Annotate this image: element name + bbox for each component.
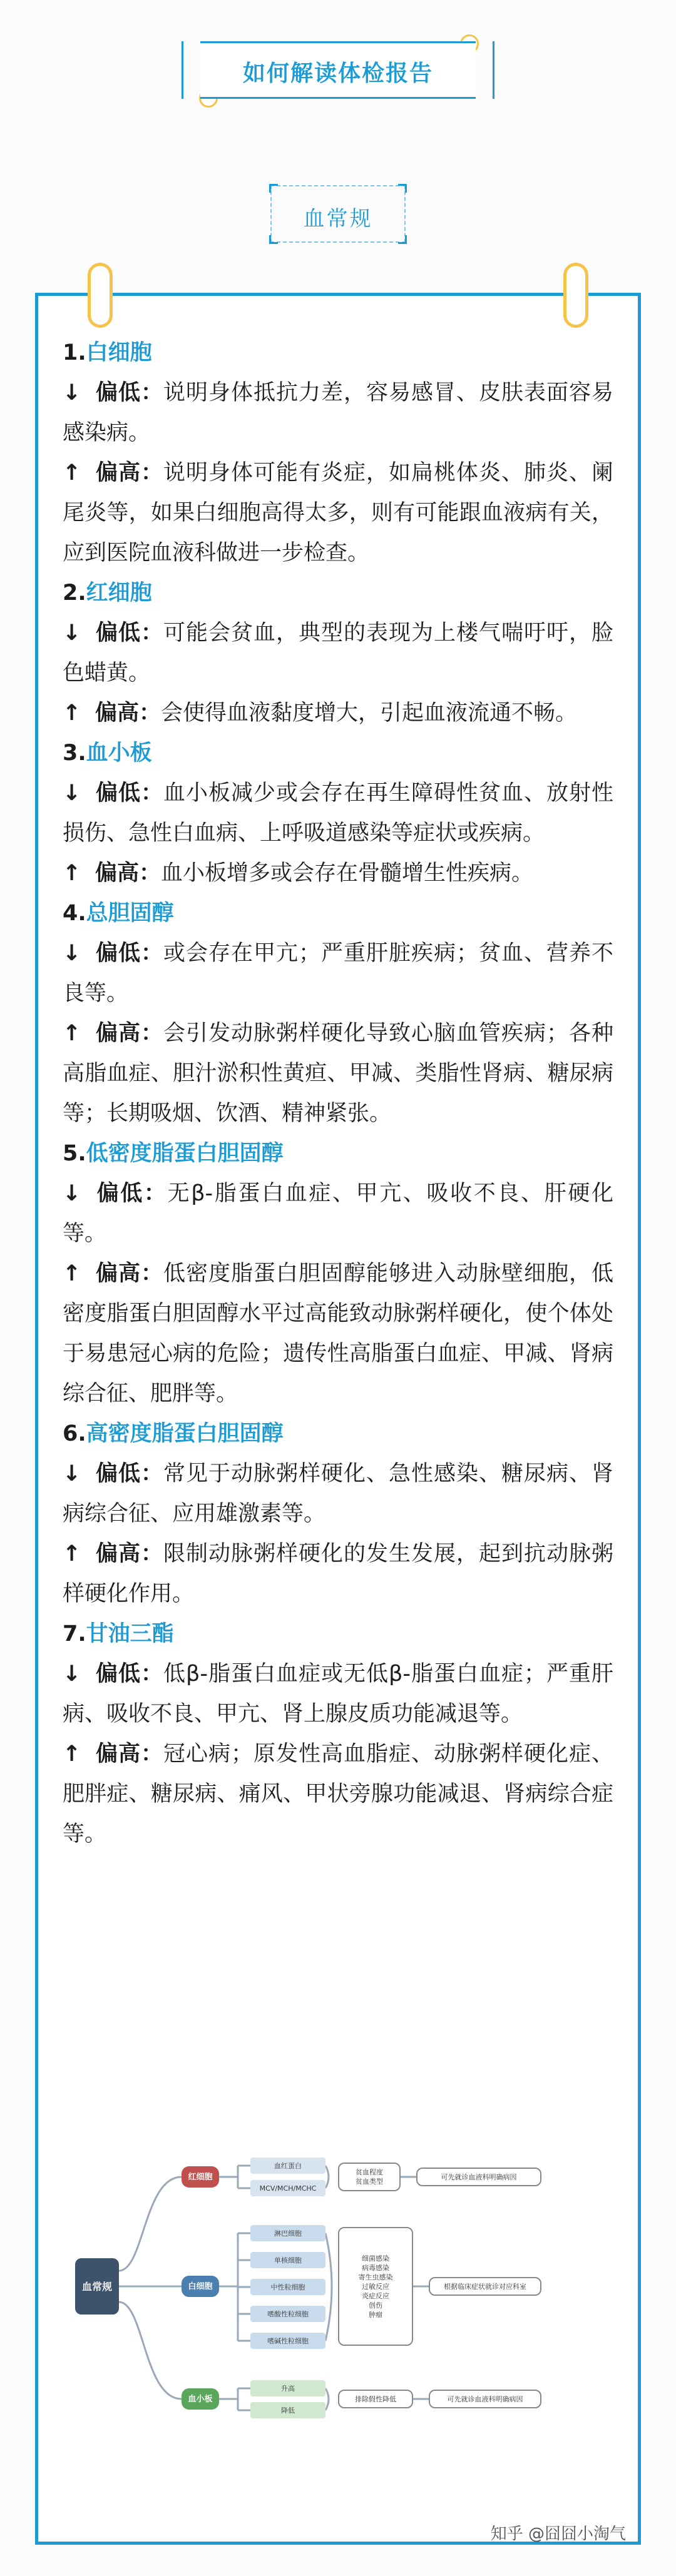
diagram-note: 细菌感染 病毒感染 寄生虫感染 过敏反应 炎症反应 创伤 肿瘤 xyxy=(338,2227,413,2346)
diagram-note: 贫血程度 贫血类型 xyxy=(338,2163,401,2191)
item-high-description xyxy=(63,853,613,893)
title-banner xyxy=(200,41,476,99)
item-low-description xyxy=(63,1454,613,1534)
diagram-leaf: MCV/MCH/MCHC xyxy=(250,2180,325,2196)
item-name: 红细胞 xyxy=(86,581,152,606)
watermark: 知乎 @囧囧小淘气 xyxy=(490,2525,626,2543)
binder-ring-right xyxy=(563,263,588,328)
low-label: 偏低： xyxy=(95,621,163,646)
item-heading xyxy=(63,1133,613,1174)
diagram-leaf: 升高 xyxy=(250,2380,325,2396)
item-number: 1. xyxy=(63,340,86,365)
item-number: 3. xyxy=(63,741,86,766)
item-high-description xyxy=(63,1254,613,1414)
item-number: 6. xyxy=(63,1421,86,1446)
item-low-description xyxy=(63,1654,613,1734)
arrow-down-icon: ↓ xyxy=(63,941,81,966)
high-text: 限制动脉粥样硬化的发生发展，起到抗动脉粥样硬化作用。 xyxy=(63,1541,613,1606)
item-high-description xyxy=(63,693,613,733)
diagram-leaf: 血红蛋白 xyxy=(250,2158,325,2174)
arrow-up-icon: ↑ xyxy=(63,460,81,485)
low-label: 偏低： xyxy=(95,380,163,405)
high-text: 血小板增多或会存在骨髓增生性疾病。 xyxy=(161,861,534,886)
item-heading xyxy=(63,333,613,373)
item-number: 5. xyxy=(63,1141,86,1166)
arrow-up-icon: ↑ xyxy=(63,1021,81,1046)
low-label: 偏低： xyxy=(95,941,163,966)
diagram-leaf: 嗜碱性粒细胞 xyxy=(250,2333,325,2349)
item-heading xyxy=(63,733,613,773)
item-high-description xyxy=(63,1734,613,1854)
low-text: 说明身体抵抗力差，容易感冒、皮肤表面容易感染病。 xyxy=(63,380,613,445)
section-label-box xyxy=(270,185,406,243)
high-label: 偏高： xyxy=(95,861,161,886)
low-label: 偏低： xyxy=(95,1181,168,1206)
item-heading xyxy=(63,893,613,933)
item-low-description xyxy=(63,613,613,693)
high-label: 偏高： xyxy=(95,1742,163,1767)
arrow-down-icon: ↓ xyxy=(63,621,81,646)
arrow-down-icon: ↓ xyxy=(63,781,81,806)
arrow-up-icon: ↑ xyxy=(63,1541,81,1566)
item-name: 低密度脂蛋白胆固醇 xyxy=(86,1141,284,1166)
item-low-description xyxy=(63,1174,613,1254)
high-label: 偏高： xyxy=(95,1261,163,1286)
low-text: 无β-脂蛋白血症、甲亢、吸收不良、肝硬化等。 xyxy=(63,1181,613,1246)
item-name: 血小板 xyxy=(86,741,152,766)
low-text: 血小板减少或会存在再生障碍性贫血、放射性损伤、急性白血病、上呼吸道感染等症状或疾病。 xyxy=(63,781,613,846)
arrow-down-icon: ↓ xyxy=(63,1661,81,1686)
low-label: 偏低： xyxy=(95,781,163,806)
diagram-node-plt: 血小板 xyxy=(182,2388,219,2410)
low-text: 可能会贫血，典型的表现为上楼气喘吁吁，脸色蜡黄。 xyxy=(63,621,613,686)
page-title: 如何解读体检报告 xyxy=(242,61,433,86)
arrow-down-icon: ↓ xyxy=(63,380,81,405)
diagram-leaf: 单核细胞 xyxy=(250,2252,325,2268)
diagram-node-rbc: 红细胞 xyxy=(182,2166,219,2188)
low-label: 偏低： xyxy=(95,1661,164,1686)
high-text: 会使得血液黏度增大，引起血液流通不畅。 xyxy=(161,701,578,726)
diagram-root: 血常规 xyxy=(75,2258,119,2315)
diagram-result: 可先就诊血液科明确病因 xyxy=(429,2390,541,2408)
item-heading xyxy=(63,1614,613,1654)
arrow-down-icon: ↓ xyxy=(63,1181,81,1206)
high-label: 偏高： xyxy=(95,701,161,726)
low-text: 或会存在甲亢；严重肝脏疾病；贫血、营养不良等。 xyxy=(63,941,613,1006)
section-title: 血常规 xyxy=(303,206,373,231)
item-high-description xyxy=(63,1534,613,1614)
arrow-up-icon: ↑ xyxy=(63,1742,81,1767)
item-low-description xyxy=(63,373,613,453)
high-text: 说明身体可能有炎症，如扁桃体炎、肺炎、阑尾炎等，如果白细胞高得太多，则有可能跟血液病有关，应到医院血液科做进一步检查。 xyxy=(63,460,613,565)
diagram-result: 可先就诊血液科明确病因 xyxy=(416,2168,541,2186)
item-high-description xyxy=(63,453,613,573)
item-number: 2. xyxy=(63,581,86,606)
diagram-leaf: 嗜酸性粒细胞 xyxy=(250,2306,325,2322)
diagram-node-wbc: 白细胞 xyxy=(182,2276,219,2297)
diagram-leaf: 降低 xyxy=(250,2402,325,2418)
diagram-note: 排除假性降低 xyxy=(338,2390,413,2408)
low-label: 偏低： xyxy=(95,1461,163,1486)
low-text: 低β-脂蛋白血症或无低β-脂蛋白血症；严重肝病、吸收不良、甲亢、肾上腺皮质功能减退等。 xyxy=(63,1661,613,1727)
high-text: 低密度脂蛋白胆固醇能够进入动脉壁细胞，低密度脂蛋白胆固醇水平过高能致动脉粥样硬化，使个体处于易患冠心病的危险；遗传性高脂蛋白血症、甲减、肾病综合征、肥胖等。 xyxy=(63,1261,613,1406)
item-high-description xyxy=(63,1013,613,1133)
high-label: 偏高： xyxy=(95,460,163,485)
item-low-description xyxy=(63,773,613,853)
high-text: 会引发动脉粥样硬化导致心脑血管疾病；各种高脂血症、胆汁淤积性黄疸、甲减、类脂性肾病、糖尿病等；长期吸烟、饮酒、精神紧张。 xyxy=(63,1021,613,1126)
high-label: 偏高： xyxy=(95,1541,163,1566)
item-name: 甘油三酯 xyxy=(86,1621,174,1646)
item-list xyxy=(63,333,613,1854)
item-heading xyxy=(63,1414,613,1454)
diagram-leaf: 淋巴细胞 xyxy=(250,2225,325,2241)
arrow-up-icon: ↑ xyxy=(63,1261,81,1286)
blood-routine-diagram xyxy=(75,2146,601,2440)
arrow-up-icon: ↑ xyxy=(63,701,81,726)
item-name: 总胆固醇 xyxy=(86,901,174,926)
item-number: 4. xyxy=(63,901,86,926)
arrow-down-icon: ↓ xyxy=(63,1461,81,1486)
high-text: 冠心病；原发性高血脂症、动脉粥样硬化症、肥胖症、糖尿病、痛风、甲状旁腺功能减退、肾病综合症等。 xyxy=(63,1742,613,1847)
diagram-result: 根据临床症状就诊对应科室 xyxy=(429,2277,541,2296)
item-number: 7. xyxy=(63,1621,86,1646)
item-heading xyxy=(63,573,613,613)
arrow-up-icon: ↑ xyxy=(63,861,81,886)
binder-ring-left xyxy=(88,263,113,328)
item-low-description xyxy=(63,933,613,1013)
diagram-leaf: 中性粒细胞 xyxy=(250,2279,325,2295)
item-name: 高密度脂蛋白胆固醇 xyxy=(86,1421,284,1446)
high-label: 偏高： xyxy=(95,1021,163,1046)
item-name: 白细胞 xyxy=(86,340,152,365)
low-text: 常见于动脉粥样硬化、急性感染、糖尿病、肾病综合征、应用雄激素等。 xyxy=(63,1461,613,1526)
